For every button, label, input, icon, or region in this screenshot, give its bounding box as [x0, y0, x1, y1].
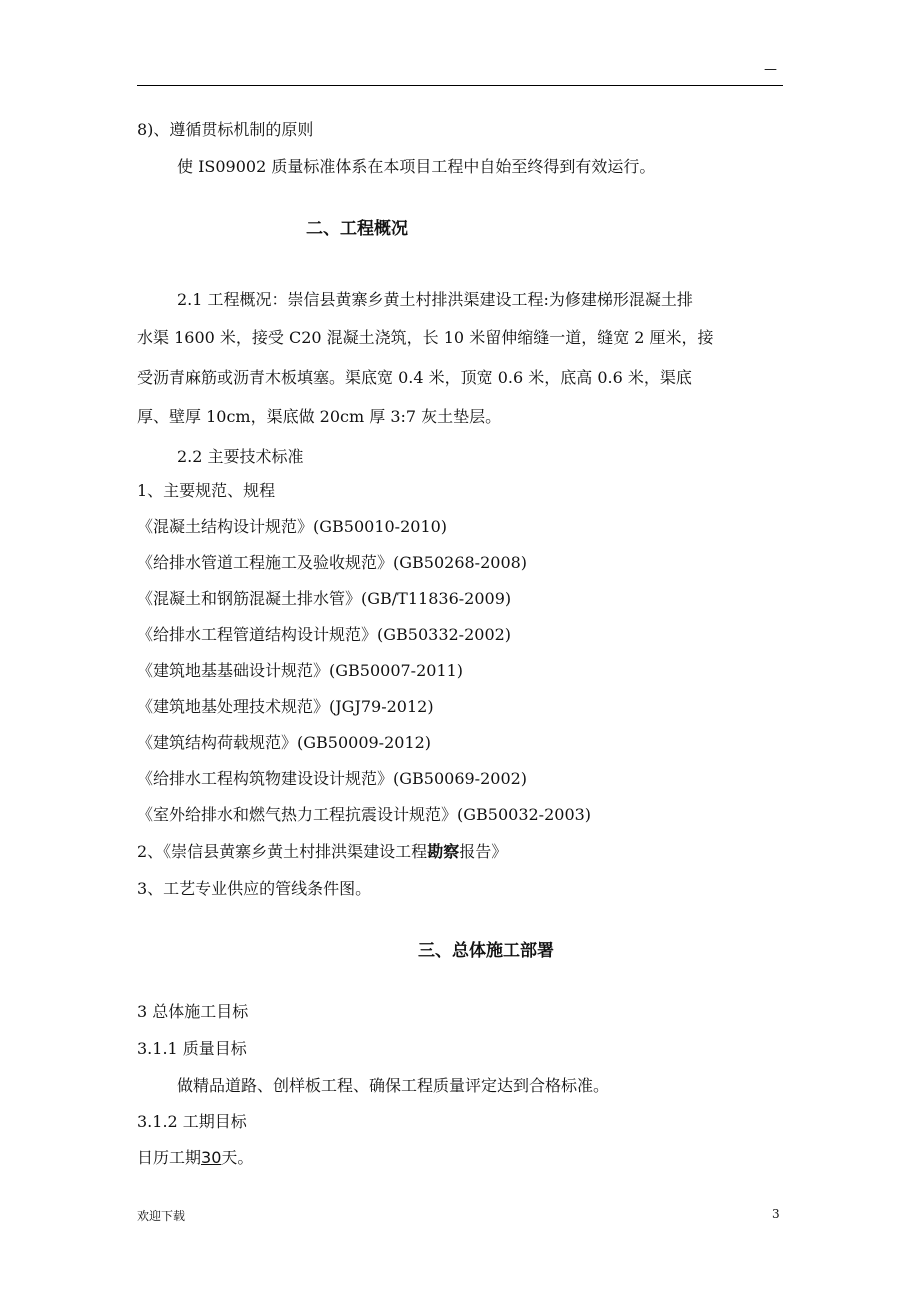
- schedule-suffix: 天。: [221, 1148, 254, 1167]
- standard-item: 《建筑结构荷载规范》(GB50009-2012): [137, 733, 432, 752]
- schedule-prefix: 日历工期: [137, 1148, 202, 1167]
- standards-title: 2.2 主要技术标准: [177, 447, 304, 466]
- standard-item: 《混凝土和钢筋混凝土排水管》(GB/T11836-2009): [137, 589, 512, 608]
- footer-label: 欢迎下载: [137, 1209, 186, 1223]
- overall-goal-title: 3 总体施工目标: [137, 1002, 249, 1021]
- overview-line-4: 厚、壁厚 10cm，渠底做 20cm 厚 3:7 灰土垫层。: [137, 407, 502, 426]
- standard-item: 《建筑地基处理技术规范》(JGJ79-2012): [137, 697, 434, 716]
- schedule-days: 30: [201, 1148, 222, 1167]
- quality-goal-title: 3.1.1 质量目标: [137, 1039, 247, 1058]
- section-3-heading: 三、总体施工部署: [418, 941, 554, 961]
- schedule-goal-body: [137, 1148, 253, 1168]
- standard-item: 《混凝土结构设计规范》(GB50010-2010): [137, 517, 448, 536]
- header-mark: —: [764, 62, 777, 77]
- item-1-title: 1、主要规范、规程: [137, 481, 276, 500]
- item-2-bold: 勘察: [427, 842, 460, 861]
- section-2-heading: 二、工程概况: [306, 219, 408, 239]
- item-2-survey-report: [137, 842, 507, 862]
- overview-line-3: 受沥青麻筋或沥青木板填塞。渠底宽 0.4 米，顶宽 0.6 米，底高 0.6 米，渠底: [137, 368, 692, 387]
- page-number: 3: [772, 1207, 780, 1221]
- item-3-pipeline-drawing: 3、工艺专业供应的管线条件图。: [137, 879, 372, 898]
- overview-line-1: 2.1 工程概况：崇信县黄寨乡黄土村排洪渠建设工程:为修建梯形混凝土排: [177, 290, 693, 309]
- standard-item: 《给排水管道工程施工及验收规范》(GB50268-2008): [137, 553, 528, 572]
- principle-8-title: 8)、遵循贯标机制的原则: [137, 120, 314, 139]
- principle-8-body: 使 IS09002 质量标准体系在本项目工程中自始至终得到有效运行。: [177, 157, 656, 176]
- overview-line-2: 水渠 1600 米，接受 C20 混凝土浇筑，长 10 米留伸缩缝一道，缝宽 2 厘米，接: [137, 328, 714, 347]
- header-rule: [137, 85, 783, 86]
- standard-item: 《给排水工程构筑物建设设计规范》(GB50069-2002): [137, 769, 528, 788]
- standard-item: 《室外给排水和燃气热力工程抗震设计规范》(GB50032-2003): [137, 805, 592, 824]
- schedule-goal-title: 3.1.2 工期目标: [137, 1112, 247, 1131]
- item-2-suffix: 报告》: [459, 842, 508, 861]
- standard-item: 《建筑地基基础设计规范》(GB50007-2011): [137, 661, 464, 680]
- standard-item: 《给排水工程管道结构设计规范》(GB50332-2002): [137, 625, 512, 644]
- item-2-prefix: 2、《崇信县黄寨乡黄土村排洪渠建设工程: [137, 842, 428, 861]
- quality-goal-body: 做精品道路、创样板工程、确保工程质量评定达到合格标准。: [177, 1076, 610, 1095]
